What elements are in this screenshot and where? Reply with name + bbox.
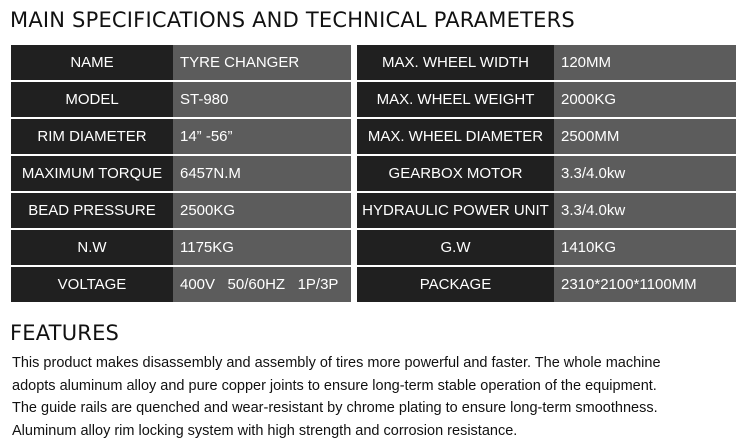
- spec-value: 2000KG: [554, 82, 736, 117]
- spec-row-maximum-torque: [11, 156, 736, 191]
- spec-value: ST-980: [173, 82, 351, 117]
- specifications-table: [11, 43, 736, 304]
- spec-value: 2500KG: [173, 193, 351, 228]
- spec-value: 14” -56”: [173, 119, 351, 154]
- spec-label: GEARBOX MOTOR: [357, 156, 554, 191]
- spec-value: 1175KG: [173, 230, 351, 265]
- spec-row-rim-diameter: [11, 119, 736, 154]
- spec-value: 1410KG: [554, 230, 736, 265]
- spec-value: 2500MM: [554, 119, 736, 154]
- spec-row-voltage: [11, 267, 736, 302]
- spec-value: 3.3/4.0kw: [554, 156, 736, 191]
- features-title: FEATURES: [10, 321, 120, 345]
- spec-label: MAX. WHEEL WIDTH: [357, 45, 554, 80]
- spec-label: N.W: [11, 230, 173, 265]
- spec-label: RIM DIAMETER: [11, 119, 173, 154]
- spec-value: 400V 50/60HZ 1P/3P: [173, 267, 351, 302]
- spec-label: G.W: [357, 230, 554, 265]
- features-line: The guide rails are quenched and wear-resistant by chrome plating to ensure long-term smoothness.: [12, 400, 658, 416]
- features-description: [12, 352, 742, 442]
- spec-row-name: [11, 45, 736, 80]
- features-line: This product makes disassembly and assembly of tires more powerful and faster. The whole machine: [12, 355, 661, 371]
- spec-label: HYDRAULIC POWER UNIT: [357, 193, 554, 228]
- specifications-title: MAIN SPECIFICATIONS AND TECHNICAL PARAMETERS: [10, 8, 575, 32]
- spec-value: 3.3/4.0kw: [554, 193, 736, 228]
- spec-label: BEAD PRESSURE: [11, 193, 173, 228]
- spec-label: MODEL: [11, 82, 173, 117]
- spec-value: 6457N.M: [173, 156, 351, 191]
- spec-label: NAME: [11, 45, 173, 80]
- spec-label: MAX. WHEEL WEIGHT: [357, 82, 554, 117]
- spec-label: VOLTAGE: [11, 267, 173, 302]
- spec-value: 2310*2100*1100MM: [554, 267, 736, 302]
- features-line: adopts aluminum alloy and pure copper joints to ensure long-term stable operation of the equipment.: [12, 377, 657, 394]
- spec-row-weight: [11, 230, 736, 265]
- spec-value: TYRE CHANGER: [173, 45, 351, 80]
- spec-row-bead-pressure: [11, 193, 736, 228]
- features-line: Aluminum alloy rim locking system with high strength and corrosion resistance.: [12, 422, 518, 439]
- spec-label: MAX. WHEEL DIAMETER: [357, 119, 554, 154]
- spec-label: PACKAGE: [357, 267, 554, 302]
- spec-row-model: [11, 82, 736, 117]
- spec-value: 120MM: [554, 45, 736, 80]
- spec-label: MAXIMUM TORQUE: [11, 156, 173, 191]
